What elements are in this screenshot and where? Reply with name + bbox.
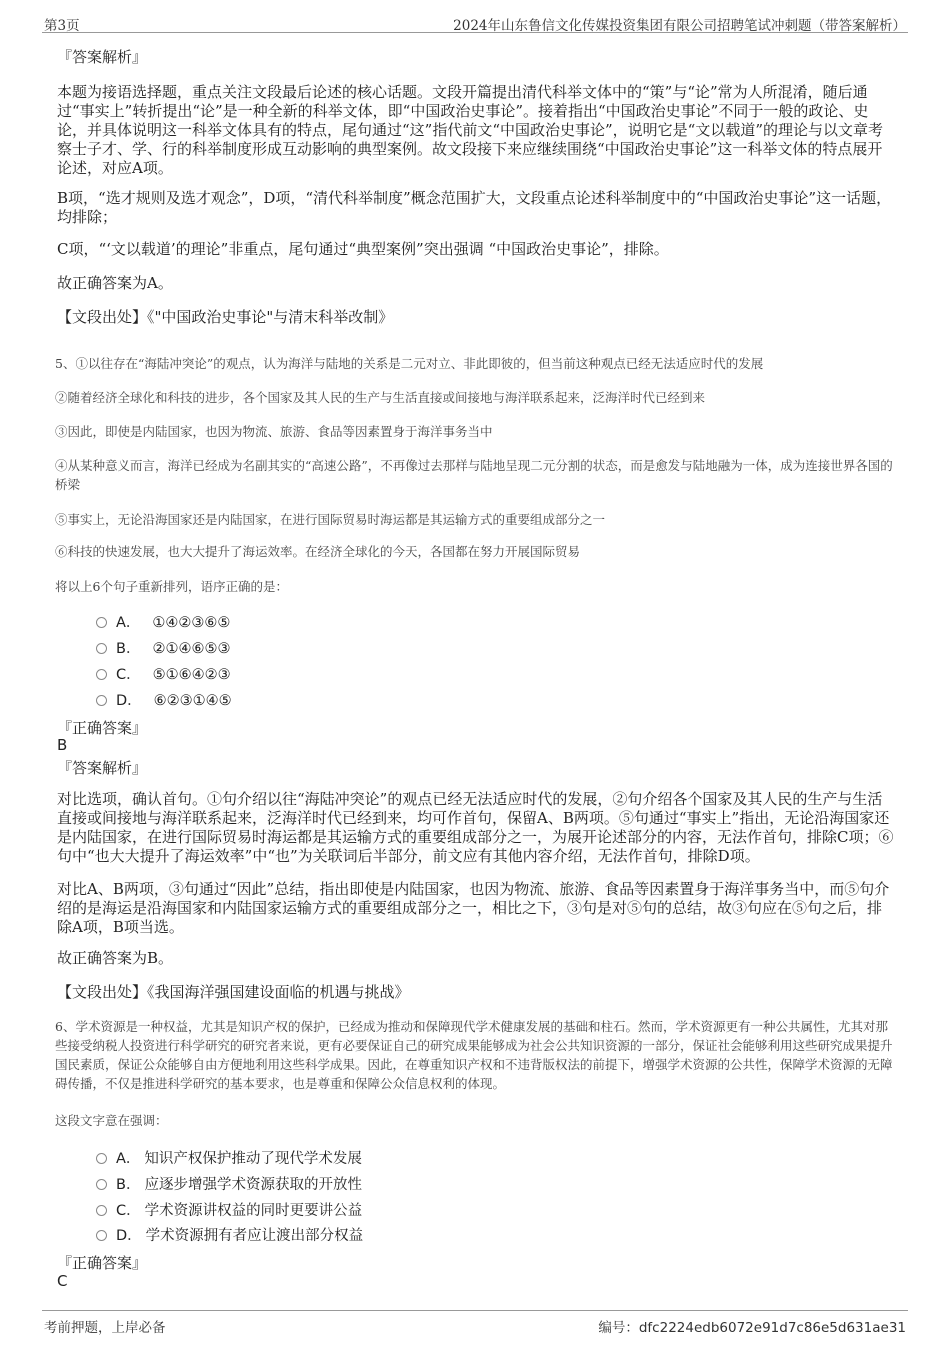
- q5-stem: 将以上6个句子重新排列，语序正确的是：: [55, 579, 288, 594]
- radio-icon[interactable]: [96, 1179, 107, 1190]
- q5-option-b[interactable]: B． ②①④⑥⑤③: [96, 637, 230, 658]
- q4-analysis-paragraph-2: B项，“选才规则及选才观念”，D项，“清代科举制度”概念范围扩大，文段重点论述科举制度中的“中国政治史事论”这一话题，均排除；: [57, 189, 892, 226]
- radio-icon[interactable]: [96, 643, 107, 654]
- q5-answer: B: [57, 736, 68, 754]
- q5-sentence-6: ⑥科技的快速发展，也大大提升了海运效率。在经济全球化的今天，各国都在努力开展国际贸易: [55, 544, 581, 559]
- q6-option-c[interactable]: C． 学术资源讲权益的同时更要讲公益: [96, 1199, 362, 1220]
- radio-icon[interactable]: [96, 1230, 107, 1241]
- q5-analysis-paragraph-1: 对比选项，确认首句。①句介绍以往“海陆冲突论”的观点已经无法适应时代的发展，②句介绍各个国家及其人民的生产与生活直接或间接地与海洋联系起来，泛海洋时代已经到来，均可作首句，保留A、B两项。⑤句通过“事实上”指出，无论沿海国家还是内陆国家，在进行国际贸易时海运都是其运输方式的重要组成部分之一，为展开论述部分的内容，无法作首句，排除C项；⑥句中“也大大提升了海运效率”中“也”为关联词后半部分，前文应有其他内容介绍，无法作首句，排除D项。: [57, 790, 894, 865]
- q5-source: 【文段出处】《我国海洋强国建设面临的机遇与挑战》: [57, 983, 410, 1001]
- q4-analysis-paragraph-3: C项，“‘文以载道’的理论”非重点，尾句通过“典型案例”突出强调 “中国政治史事论”，排除。: [57, 240, 669, 258]
- q6-option-d[interactable]: D． 学术资源拥有者应让渡出部分权益: [96, 1224, 363, 1245]
- q4-analysis-label: 『答案解析』: [57, 48, 148, 66]
- q5-option-c[interactable]: C． ⑤①⑥④②③: [96, 663, 231, 684]
- q6-option-b[interactable]: B． 应逐步增强学术资源获取的开放性: [96, 1173, 362, 1194]
- footer-slogan: 考前押题，上岸必备: [44, 1320, 166, 1336]
- q6-stem: 这段文字意在强调：: [55, 1113, 168, 1128]
- q5-analysis-label: 『答案解析』: [57, 759, 148, 777]
- q4-source: 【文段出处】《"中国政治史事论"与清末科举改制》: [57, 308, 394, 326]
- q5-answer-label: 『正确答案』: [57, 719, 148, 737]
- q6-option-a[interactable]: A． 知识产权保护推动了现代学术发展: [96, 1147, 362, 1168]
- q5-option-a[interactable]: A． ①④②③⑥⑤: [96, 611, 230, 632]
- radio-icon[interactable]: [96, 695, 107, 706]
- q6-passage: 6、学术资源是一种权益，尤其是知识产权的保护，已经成为推动和保障现代学术健康发展的基础和柱石。然而，学术资源更有一种公共属性，尤其对那些接受纳税人投资进行科学研究的研究者来说，更有必要保证自己的研究成果能够成为社会公共知识资源的一部分，保证社会能够利用这些研究成果提升国民素质，保证公众能够自由方便地利用这些科学成果。因此，在尊重知识产权和不违背版权法的前提下，增强学术资源的公共性，保障学术资源的无障碍传播，不仅是推进科学研究的基本要求，也是尊重和保障公众信息权利的体现。: [55, 1019, 893, 1091]
- code-value: dfc2224edb6072e91d7c86e5d631ae31: [638, 1320, 906, 1336]
- radio-icon[interactable]: [96, 617, 107, 628]
- q5-analysis-paragraph-2: 对比A、B两项，③句通过“因此”总结，指出即使是内陆国家，也因为物流、旅游、食品等因素置身于海洋事务当中，而⑤句介绍的是海运是沿海国家和内陆国家运输方式的重要组成部分之一，相比之下，③句是对⑤句的总结，故③句应在⑤句之后，排除A项，B项当选。: [57, 880, 890, 936]
- document-code: [598, 1316, 906, 1336]
- q6-answer-label: 『正确答案』: [57, 1254, 148, 1272]
- q5-option-d[interactable]: D． ⑥②③①④⑤: [96, 689, 232, 710]
- q5-analysis-paragraph-3: 故正确答案为B。: [57, 949, 174, 967]
- q5-sentence-4: ④从某种意义而言，海洋已经成为名副其实的“高速公路”，不再像过去那样与陆地呈现二元分割的状态，而是愈发与陆地融为一体，成为连接世界各国的桥梁: [55, 458, 893, 492]
- page-footer: [42, 1310, 908, 1337]
- code-label: 编号：: [598, 1320, 639, 1336]
- page-number: 第3页: [44, 18, 80, 34]
- q5-sentence-5: ⑤事实上，无论沿海国家还是内陆国家，在进行国际贸易时海运都是其运输方式的重要组成部分之一: [55, 512, 606, 527]
- radio-icon[interactable]: [96, 1205, 107, 1216]
- page-header: [42, 10, 908, 33]
- q6-answer: C: [57, 1272, 68, 1290]
- q4-analysis-paragraph-1: 本题为接语选择题，重点关注文段最后论述的核心话题。文段开篇提出清代科举文体中的“策”与“论”常为人所混淆，随后通过“事实上”转折提出“论”是一种全新的科举文体，即“中国政治史事论”。接着指出“中国政治史事论”不同于一般的政论、史论，并具体说明这一科举文体具有的特点，尾句通过“这”指代前文“中国政治史事论”，说明它是“文以载道”的理论与以文章考察士子才、学、行的科举制度形成互动影响的典型案例。故文段接下来应继续围绕“中国政治史事论”这一科举文体的特点展开论述，对应A项。: [57, 83, 884, 177]
- radio-icon[interactable]: [96, 1153, 107, 1164]
- radio-icon[interactable]: [96, 669, 107, 680]
- q5-sentence-2: ②随着经济全球化和科技的进步，各个国家及其人民的生产与生活直接或间接地与海洋联系起来，泛海洋时代已经到来: [55, 390, 706, 405]
- document-title: 2024年山东鲁信文化传媒投资集团有限公司招聘笔试冲刺题（带答案解析）: [453, 18, 906, 34]
- q4-analysis-paragraph-4: 故正确答案为A。: [57, 274, 173, 292]
- q5-sentence-3: ③因此，即使是内陆国家，也因为物流、旅游、食品等因素置身于海洋事务当中: [55, 424, 493, 439]
- q5-sentence-1: 5、①以往存在“海陆冲突论”的观点，认为海洋与陆地的关系是二元对立、非此即彼的，但当前这种观点已经无法适应时代的发展: [55, 356, 764, 371]
